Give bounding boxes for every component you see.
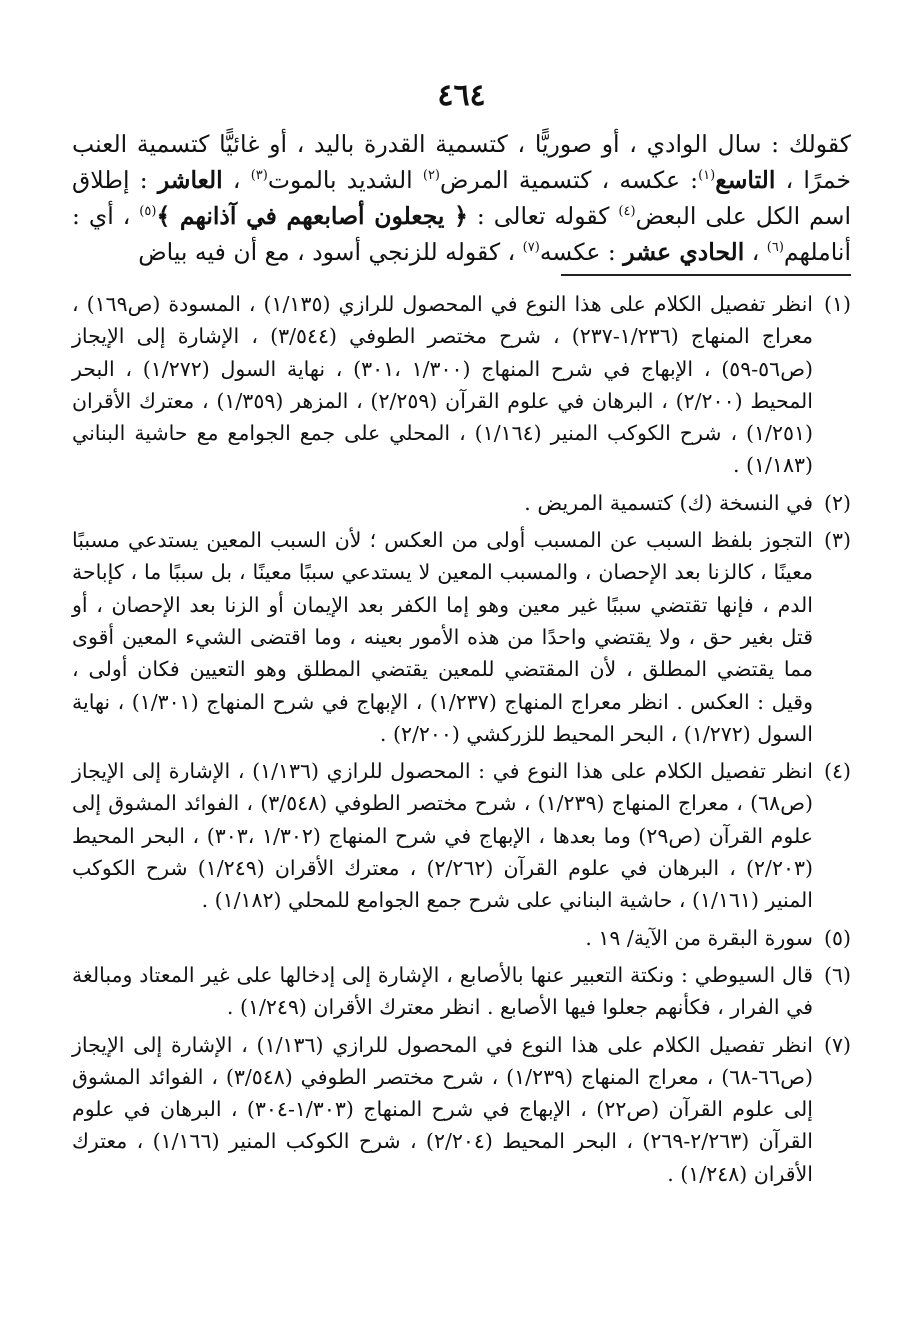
footnote-number: (٤) xyxy=(823,759,851,784)
footnote-ref-5[interactable]: (٥) xyxy=(139,204,157,220)
main-text-segment: الشديد بالموت xyxy=(267,166,423,194)
main-text-segment: كقوله تعالى : xyxy=(467,202,619,230)
footnote-5 xyxy=(72,922,851,954)
footnote-1 xyxy=(72,288,851,482)
footnote-7 xyxy=(72,1029,851,1190)
footnote-text: انظر تفصيل الكلام على هذا النوع في المحصول للرازي (١/١٣٦) ، الإشارة إلى الإيجاز (ص٦٦-٦٨) ، معراج المنهاج (١/٢٣٩) ، شرح مختصر الطوفي (٣/٥٤٨) ، الفوائد المشوق إلى علوم القرآن (ص٢٢) ، الإبهاج في شرح المنهاج (١/٣٠٣-٣٠٤) ، البرهان في علوم القرآن (٢/٢٦٣-٢٦٩) ، البحر المحيط (٢/٢٠٤) ، شرح الكوكب المنير (١/١٦٦) ، معترك الأقران (١/٢٤٨) . xyxy=(72,1032,813,1186)
main-text-segment: ، xyxy=(744,238,767,266)
main-text-segment: ، أي : أناملهم xyxy=(72,202,851,266)
footnote-ref-1[interactable]: (١) xyxy=(698,168,716,184)
main-text-segment: : إطلاق اسم الكل على البعض xyxy=(72,166,851,230)
footnote-number: (٦) xyxy=(823,962,851,987)
footnote-2 xyxy=(72,487,851,519)
page-number: ٤٦٤ xyxy=(437,78,486,113)
footnote-number: (٧) xyxy=(823,1032,851,1057)
footnote-number: (١) xyxy=(823,292,851,316)
footnote-ref-4[interactable]: (٤) xyxy=(618,204,636,220)
term-tenth: العاشر xyxy=(157,166,223,194)
footnote-4 xyxy=(72,755,851,916)
footnote-text: سورة البقرة من الآية/ ١٩ . xyxy=(585,925,813,950)
main-text-segment: كقولك : سال الوادي ، أو صوريًّا ، كتسمية القدرة باليد ، أو غائيًّا كتسمية العنب خمرًا ، xyxy=(72,130,851,194)
footnotes xyxy=(72,288,851,1190)
main-text-segment: ، كقوله للزنجي أسود ، مع أن فيه بياض xyxy=(138,238,523,266)
footnote-number: (٥) xyxy=(823,925,851,950)
footnote-ref-7[interactable]: (٧) xyxy=(522,240,540,256)
footnote-text: انظر تفصيل الكلام على هذا النوع في : المحصول للرازي (١/١٣٦) ، الإشارة إلى الإيجاز (ص٦٨) ، معراج المنهاج (١/٢٣٩) ، شرح مختصر الطوفي (٣/٥٤٨) ، الفوائد المشوق إلى علوم القرآن (ص٢٩) وما بعدها ، الإبهاج في شرح المنهاج (١/٣٠٢ ،٣٠٣) ، البحر المحيط (٢/٢٠٣) ، البرهان في علوم القرآن (٢/٢٦٢) ، معترك الأقران (١/٢٤٩) شرح الكوكب المنير (١/١٦١) ، حاشية البناني على شرح جمع الجوامع للمحلي (١/١٨٢) . xyxy=(72,759,813,913)
footnote-text: قال السيوطي : ونكتة التعبير عنها بالأصابع ، الإشارة إلى إدخالها على غير المعتاد ومبالغة في الفرار ، فكأنهم جعلوا فيها الأصابع . انظر معترك الأقران (١/٢٤٩) . xyxy=(72,962,813,1020)
footnote-6 xyxy=(72,959,851,1024)
term-eleventh: الحادي عشر xyxy=(623,238,745,266)
quran-verse: ﴿ يجعلون أصابعهم في آذانهم ﴾ xyxy=(156,202,468,230)
footnote-ref-3[interactable]: (٣) xyxy=(250,168,268,184)
footnote-3 xyxy=(72,524,851,750)
footnote-number: (٢) xyxy=(823,490,851,515)
term-ninth: التاسع xyxy=(715,166,776,194)
footnote-ref-2[interactable]: (٢) xyxy=(422,168,440,184)
footnote-text: في النسخة (ك) كتسمية المريض . xyxy=(524,490,813,515)
main-text-segment: : عكسه ، كتسمية المرض xyxy=(440,166,699,194)
footnote-text: التجوز بلفظ السبب عن المسبب أولى من العكس ؛ لأن السبب المعين يستدعي مسببًا معينًا ، كالزنا بعد الإحصان ، والمسبب المعين لا يستدعي سببًا معينًا ، بل سببًا ما ، كإباحة الدم ، فإنها تقتضي سببًا غير معين وهو إما الكفر بعد الإيمان أو الزنا بعد الإحصان ، أو قتل بغير حق ، ولا يقتضي واحدًا من هذه الأمور بعينه ، وما اقتضى الشيء المعين أقوى مما يقتضي المطلق ، لأن المقتضي للمعين يقتضي المطلق وهو التعيين فكان أولى ، وقيل : العكس . انظر معراج المنهاج (١/٢٣٧) ، الإبهاج في شرح المنهاج (١/٣٠١) ، نهاية السول (١/٢٧٢) ، البحر المحيط للزركشي (٢/٢٠٠) . xyxy=(72,528,814,746)
main-text-segment: : عكسه xyxy=(539,238,624,266)
footnote-text: انظر تفصيل الكلام على هذا النوع في المحصول للرازي (١/١٣٥) ، المسودة (ص١٦٩) ، معراج المنهاج (١/٢٣٦-٢٣٧) ، شرح مختصر الطوفي (٣/٥٤٤) ، الإشارة إلى الإيجاز (ص٥٦-٥٩) ، الإبهاج في شرح المنهاج (١/٣٠٠ ،٣٠١) ، نهاية السول (١/٢٧٢) ، البحر المحيط (٢/٢٠٠) ، البرهان في علوم القرآن (٢/٢٥٩) ، المزهر (١/٣٥٩) ، معترك الأقران (١/٢٥١) ، شرح الكوكب المنير (١/١٦٤) ، المحلي على جمع الجوامع مع حاشية البناني (١/١٨٣) . xyxy=(72,292,813,478)
main-text-segment: ، xyxy=(222,166,251,194)
main-text xyxy=(72,126,851,270)
footnote-ref-6[interactable]: (٦) xyxy=(766,240,784,256)
footnote-separator xyxy=(561,274,851,276)
footnote-number: (٣) xyxy=(823,528,851,553)
